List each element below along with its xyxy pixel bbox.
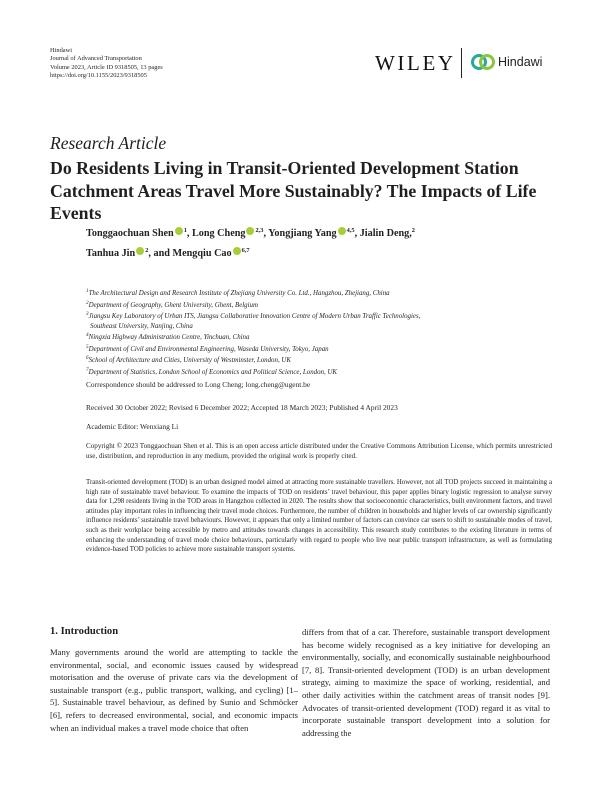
author-separator: , bbox=[186, 228, 192, 239]
author-name[interactable]: Mengqiu Cao bbox=[172, 248, 232, 259]
affiliation-item: $^2$Department of Geography, Ghent University, Ghent, Belgium bbox=[86, 299, 258, 309]
copyright-notice: Copyright © 2023 Tonggaochuan Shen et al. This is an open access article distributed under the Creative Commons Attribution License, which permits unrestricted use, distribution, and reproduction in any medium, provided the original work is properly cited. bbox=[86, 442, 552, 460]
body-column-right: differs from that of a car. Therefore, sustainable transport development has become widely recognised as a key initiative for developing an environmentally, socially, and economically sustainable neighbourhood [7, 8]. Transit-oriented development (TOD) is an urban development strategy, aiming to maximize the space of working, residential, and other daily activities within the catchment areas of transit nodes [9]. Advocates of transit-oriented development (TOD) regard it as vital to incorporate sustainable transport development into a solution for addressing the bbox=[302, 627, 550, 738]
author-name[interactable]: Jialin Deng, bbox=[359, 228, 412, 239]
author-affiliation-ref: 2,3 bbox=[255, 227, 264, 234]
affiliation-item: $^1$The Architectural Design and Research Institute of Zhejiang University Co. Ltd., Hangzhou, Zhejiang, China bbox=[86, 288, 390, 297]
affiliation-item: $^5$Department of Civil and Environmental Engineering, Waseda University, Tokyo, Japan bbox=[86, 343, 329, 353]
affiliation-item: $^6$School of Architecture and Cities, University of Westminster, London, UK bbox=[86, 355, 291, 364]
author-affiliation-ref: 6,7 bbox=[241, 247, 250, 254]
journal-name: Journal of Advanced Transportation bbox=[50, 55, 142, 63]
journal-info bbox=[50, 47, 163, 81]
author-name[interactable]: Tonggaochuan Shen bbox=[86, 228, 174, 239]
author-affiliation-ref: 4,5 bbox=[346, 227, 355, 234]
academic-editor: Academic Editor: Wenxiang Li bbox=[86, 422, 179, 431]
affiliation-item: $^7$Department of Statistics, London School of Economics and Political Science, London, UK bbox=[86, 366, 338, 376]
affiliations bbox=[86, 287, 556, 377]
author-name[interactable]: Tanhua Jin bbox=[86, 248, 136, 259]
affiliation-item: $^3$Jiangsu Key Laboratory of Urban ITS, Jiangsu Collaborative Innovation Centre of Modern Urban Traffic Technologies, Southeast University, Nanjing, China bbox=[86, 311, 421, 330]
volume-line: Volume 2023, Article ID 9318505, 13 pages bbox=[50, 63, 163, 71]
article-type: Research Article bbox=[50, 133, 167, 153]
publication-dates: Received 30 October 2022; Revised 6 December 2022; Accepted 18 March 2023; Published 4 April 2023 bbox=[86, 403, 398, 412]
orcid-icon[interactable] bbox=[136, 247, 144, 255]
orcid-icon[interactable] bbox=[338, 227, 346, 235]
doi-link[interactable]: https://doi.org/10.1155/2023/9318505 bbox=[50, 72, 147, 80]
affiliation-item: $^4$Ningxia Highway Administration Centre, Yinchuan, China bbox=[86, 332, 250, 341]
wiley-logo: WILEY bbox=[375, 51, 456, 75]
author-name[interactable]: Long Cheng bbox=[191, 228, 246, 239]
orcid-icon[interactable] bbox=[233, 247, 241, 255]
body-column-left: Many governments around the world are attempting to tackle the environmental, social, and economic issues caused by widespread motorisation and the overuse of private cars via the development of sustainable transport (e.g., public transport, walking, and cycling) [1–5]. Sustainable travel behaviour, as defined by Sunio and Schmöcker [6], refers to decreased environmental, social, and economic impacts when an individual makes a travel mode choice that often bbox=[50, 647, 298, 733]
orcid-icon[interactable] bbox=[175, 227, 183, 235]
publisher-name: Hindawi bbox=[50, 47, 73, 54]
abstract-text: Transit-oriented development (TOD) is an urban designed model aimed at attracting more sustainable travellers. However, not all TOD projects succeed in maintaining a high rate of sustainable travel behaviour. To examine the impacts of TOD on residents’ travel behaviour, this paper applies binary logistic regression to analyse survey data for 1,298 residents living in the TOD areas in Hangzhou collected in 2020. The results show that socioeconomic characteristics, built environment factors, and travel attitudes play important roles in influencing their travel mode choices. Furthermore, the number of children in households and higher levels of car ownership significantly influence residents’ sustainable travel behaviours. However, it appears that only a limited number of factors can convince car users to shift to sustainable modes of travel, such as their workplace being accessible by metro and attitudes towards changes in accessibility. This research study contributes to the existing literature in terms of enhancing the understanding of travel mode choice behaviours, particularly with regard to people who live near public transport infrastructure, as well as formulating evidence-based TOD policies to achieve more sustainable transport systems. bbox=[86, 479, 552, 554]
author-affiliation-ref: 1 bbox=[183, 227, 187, 234]
article-title: Do Residents Living in Transit-Oriented Development Station Catchment Areas Travel More Sustainably? The Impacts of Life Events bbox=[50, 158, 537, 223]
author-separator: , bbox=[263, 228, 269, 239]
orcid-icon[interactable] bbox=[246, 227, 254, 235]
author-separator: , and bbox=[148, 248, 173, 259]
author-name[interactable]: Yongjiang Yang bbox=[268, 228, 337, 239]
correspondence-line: Correspondence should be addressed to Long Cheng; long.cheng@ugent.be bbox=[86, 380, 311, 389]
interlocking-rings-icon bbox=[470, 52, 496, 72]
section-heading: 1. Introduction bbox=[50, 626, 119, 637]
hindawi-logo: Hindawi bbox=[498, 55, 543, 69]
author-list bbox=[86, 222, 556, 262]
author-affiliation-ref: 2 bbox=[411, 227, 415, 234]
logo-divider bbox=[461, 48, 462, 78]
author-separator: , bbox=[354, 228, 360, 239]
author-affiliation-ref: 2 bbox=[145, 247, 149, 254]
